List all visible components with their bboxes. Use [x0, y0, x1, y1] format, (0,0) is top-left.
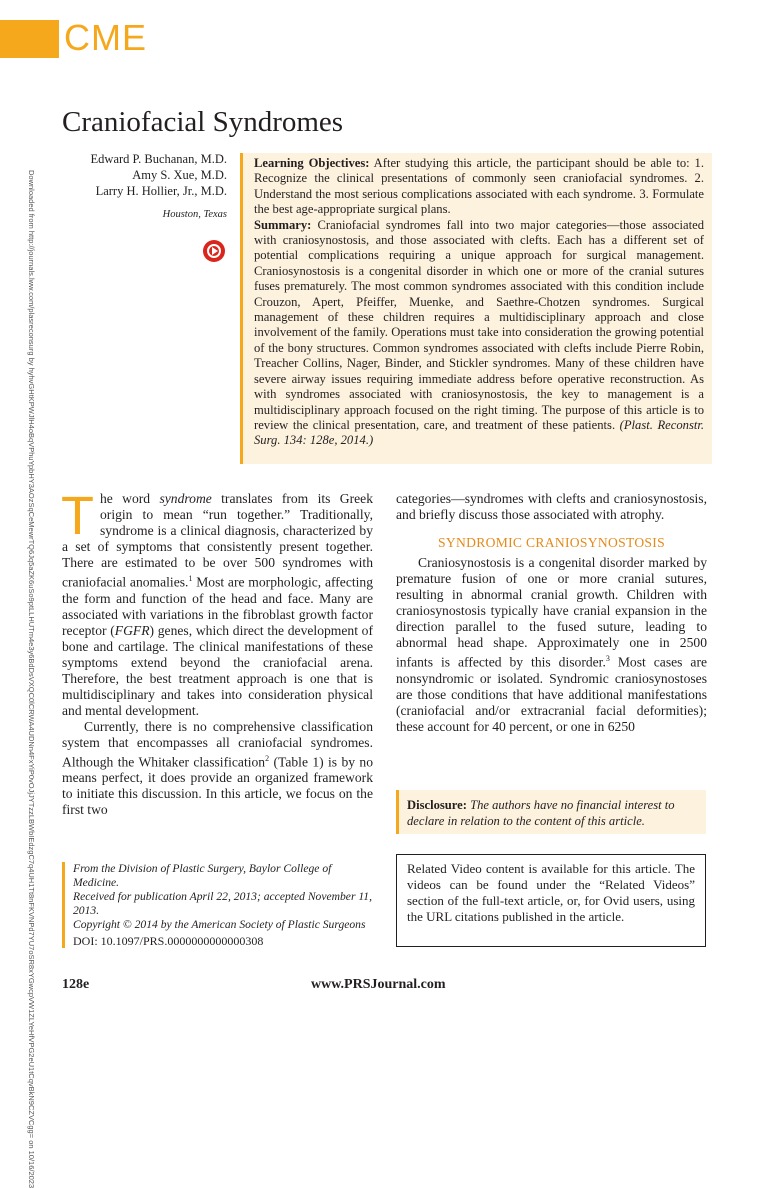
play-icon	[212, 247, 218, 255]
footnote-dates: Received for publication April 22, 2013; accepted November 11, 2013.	[73, 890, 372, 917]
text: he word	[100, 491, 160, 506]
author-name: Amy S. Xue, M.D.	[132, 168, 227, 182]
section-heading: SYNDROMIC CRANIOSYNOSTOSIS	[438, 535, 665, 550]
reference-marker[interactable]: 1	[188, 574, 193, 583]
summary-text: Craniofacial syndromes fall into two major categories—those associated with craniosynostosis, and those associated with clefts. Each has a different set of potential complications requiring a unique approach for surgical management. Craniosynostosis is a congenital disorder in which one or more of the cranial sutures fuses prematurely. The most common syndromes associated with this condition include Crouzon, Apert, Pfeiffer, Muenke, and Saethre-Chotzen syndromes. Surgical management of these children requires a multidisciplinary approach and close involvement of the family. Operations must take into consideration the growing potential of the bony structures. Common syndromes associated with clefts include Pierre Robin, Treacher Collins, Nager, Binder, and Stickler syndromes. Many of these children have severe airway issues requiring immediate address before operative reconstruction. As with syndromes associated with craniosynostosis, the key to management is a multidisciplinary approach focused on the right timing. The purpose of this article is to review the clinical presentation, care, and treatment of these patients.	[254, 217, 704, 432]
author-list	[40, 151, 227, 223]
reference-marker[interactable]: 2	[265, 753, 270, 763]
disclosure-label: Disclosure:	[407, 798, 467, 812]
reference-marker[interactable]: 3	[605, 654, 610, 663]
disclosure-text: The authors have no financial interest to declare in relation to the content of this article.	[407, 798, 675, 828]
page-number: 128e	[62, 977, 90, 992]
disclosure-box	[396, 790, 706, 834]
section-label: CME	[64, 17, 147, 58]
objectives-label: Learning Objectives:	[254, 156, 370, 170]
text: translates from its Greek origin to mean “run together.” Traditionally, syndrome is a clinical diagnosis, characterized by a set of symptoms that consistently present together. There are estimated to be over 500 syndromes with craniofacial anomalies.	[62, 491, 373, 590]
drop-cap: T	[61, 486, 94, 546]
text: (Table 1) is by no means perfect, it does provide an organized framework to initiate this discussion. In this article, we focus on the first two	[62, 754, 374, 818]
download-watermark-text: Downloaded from http://journals.lww.com/plasreconsurg by hyhvGHtKPWJlH4oBqVPhuYpbHY3AOzSqCeMewrTQ6Jq5aZK6uSo9ptLLHUTm4e3y6BdDsVXQC0lCRWA4UDNn4FxYiP0vOJjJYTzzLBWbIEdzgC7q4UH1Tt8nFKVNPd7YU7oSR8xYGwcpVW1ZLYeHfVPG2eU1tCqvBkN9CZVCgg= on 10/16/2023	[27, 170, 36, 1188]
text: Most cases are nonsyndromic or isolated. Syndromic craniosynostoses are those conditions that have additional manifestations (craniofacial and/or extracranial facial deformities); these account for 40 percent, or one in 6250	[396, 654, 708, 734]
doi-link[interactable]: DOI: 10.1097/PRS.0000000000000308	[73, 934, 264, 948]
summary-label: Summary:	[254, 217, 312, 232]
author-city: Houston, Texas	[162, 209, 227, 220]
footnote-copyright: Copyright © 2014 by the American Society of Plastic Surgeons	[73, 918, 366, 931]
cme-accent-bar	[0, 20, 59, 58]
paragraph	[61, 486, 374, 719]
paragraph: categories—syndromes with clefts and craniosynostosis, and briefly discuss those associated with atrophy.	[396, 491, 707, 522]
text: Most are morphologic, affecting the form and function of the head and face. Many are associated with variations in the fibroblast growth factor receptor (	[62, 574, 373, 638]
body-column-left	[61, 486, 374, 818]
download-watermark	[22, 170, 36, 1188]
footnote-affiliation: From the Division of Plastic Surgery, Baylor College of Medicine.	[73, 862, 332, 889]
objectives-text: After studying this article, the participant should be able to: 1. Recognize the clinical presentations of commonly seen craniofacial syndromes. 2. Understand the most serious complications associated with each syndrome. 3. Formulate the best age-appropriate surgical plans.	[254, 156, 704, 217]
article-footnote	[62, 862, 376, 948]
body-column-right	[396, 491, 707, 735]
author-name: Edward P. Buchanan, M.D.	[90, 152, 227, 166]
related-video-box: Related Video content is available for this article. The videos can be found under the “Related Videos” section of the full-text article, or, for Ovid users, using the URL citations published in the article.	[396, 854, 706, 947]
text: Craniosynostosis is a congenital disorder marked by premature fusion of one or more cranial sutures, resulting in abnormal cranial growth. Children with craniosynostosis typically have cranial expansion in the direction parallel to the fused suture, leading to abnormal head shape. Approximately one in 2500 infants is affected by this disorder.	[396, 555, 707, 670]
article-title: Craniofacial Syndromes	[62, 106, 344, 138]
author-name: Larry H. Hollier, Jr., M.D.	[95, 184, 227, 198]
video-icon[interactable]	[203, 240, 225, 262]
citation: (Plast. Reconstr. Surg. 134: 128e, 2014.)	[254, 417, 704, 448]
abstract-box	[240, 153, 712, 464]
text: ) genes, which direct the development of bone and cartilage. The clinical manifestations of these symptoms extend beyond the craniofacial arena. Therefore, the best treatment approach is one that is multidisciplinary and takes into consideration physical and mental development.	[62, 622, 374, 718]
emphasis: syndrome	[159, 491, 212, 506]
paragraph	[396, 555, 707, 735]
journal-url[interactable]: www.PRSJournal.com	[311, 977, 446, 992]
emphasis: FGFR	[114, 622, 150, 638]
paragraph	[62, 719, 373, 819]
text: Currently, there is no comprehensive classification system that encompasses all craniofacial syndromes. Although the Whitaker classification	[62, 718, 373, 770]
